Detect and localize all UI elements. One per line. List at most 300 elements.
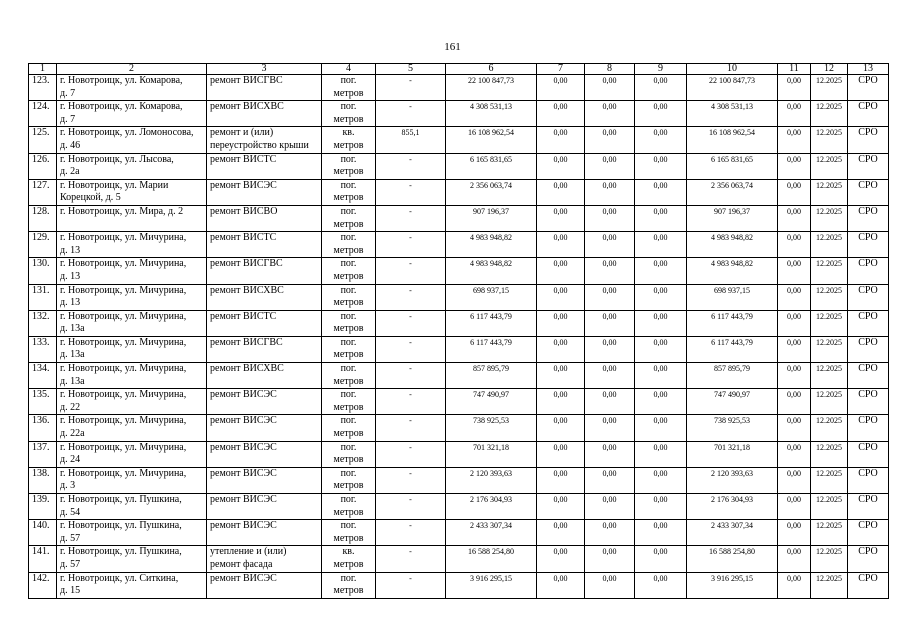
- value-cell-text: 0,00: [553, 102, 568, 112]
- address-cell-text: д. 46: [60, 139, 81, 151]
- work-type-cell: [207, 205, 322, 231]
- row-number: [29, 101, 57, 127]
- value-cell: [585, 179, 635, 205]
- total-cost-cell: [446, 153, 537, 179]
- value-cell-text: 0,00: [653, 259, 668, 269]
- address-cell: [57, 101, 207, 127]
- deadline-cell-text: 12.2025: [816, 206, 842, 216]
- table-row: [29, 310, 889, 336]
- table-row: [29, 284, 889, 310]
- total-cost-cell-text: 4 983 948,82: [470, 233, 512, 243]
- unit-cell-text: метров: [333, 166, 364, 178]
- deadline-cell: [811, 127, 848, 153]
- fund-cost-cell-text: 3 916 295,15: [711, 573, 753, 583]
- deadline-cell: [811, 494, 848, 520]
- method-cell: [848, 284, 889, 310]
- work-type-cell-text: ремонт ВИСТС: [210, 310, 277, 322]
- fund-cost-cell: [687, 389, 778, 415]
- unit-cell-text: метров: [333, 428, 364, 440]
- address-cell-text: г. Новотроицк, ул. Мичурина,: [60, 389, 187, 401]
- address-cell-text: г. Новотроицк, ул. Мичурина,: [60, 415, 187, 427]
- value-cell-text: 0,00: [553, 390, 568, 400]
- value-cell: [537, 520, 585, 546]
- row-number: [29, 572, 57, 598]
- work-type-cell-text: ремонт ВИСГВС: [210, 75, 283, 86]
- value-cell: [635, 310, 687, 336]
- unit-cell: [322, 572, 376, 598]
- address-cell-text: г. Новотроицк, ул. Мичурина,: [60, 258, 187, 270]
- total-cost-cell: [446, 310, 537, 336]
- method-cell: [848, 415, 889, 441]
- value-cell: [537, 101, 585, 127]
- col-header: 8: [585, 64, 635, 75]
- fund-cost-cell: [687, 415, 778, 441]
- work-type-cell: [207, 520, 322, 546]
- value-cell-text: 0,00: [653, 337, 668, 347]
- table-row: [29, 336, 889, 362]
- unit-cell-text: метров: [333, 270, 364, 282]
- method-cell-text: СРО: [858, 179, 878, 191]
- deadline-cell-text: 12.2025: [816, 547, 842, 557]
- area-cell-text: -: [409, 311, 412, 321]
- unit-cell-text: пог.: [340, 336, 357, 348]
- value-cell-text: 0,00: [602, 128, 617, 138]
- fund-cost-cell: [687, 205, 778, 231]
- area-cell-text: -: [409, 468, 412, 478]
- value-cell-text: 0,00: [787, 206, 801, 216]
- deadline-cell: [811, 389, 848, 415]
- total-cost-cell: [446, 205, 537, 231]
- address-cell: [57, 284, 207, 310]
- unit-cell: [322, 546, 376, 572]
- deadline-cell: [811, 572, 848, 598]
- fund-cost-cell: [687, 258, 778, 284]
- value-cell: [778, 467, 811, 493]
- value-cell-text: 0,00: [787, 416, 801, 426]
- address-cell-text: д. 13а: [60, 375, 85, 387]
- method-cell: [848, 205, 889, 231]
- address-cell-text: д. 13: [60, 270, 81, 282]
- value-cell: [585, 127, 635, 153]
- method-cell: [848, 258, 889, 284]
- method-cell: [848, 310, 889, 336]
- total-cost-cell-text: 738 925,53: [473, 416, 509, 426]
- address-cell-text: д. 57: [60, 532, 81, 544]
- fund-cost-cell: [687, 127, 778, 153]
- row-number: [29, 389, 57, 415]
- address-cell-text: д. 22: [60, 401, 81, 413]
- fund-cost-cell-text: 22 100 847,73: [709, 76, 755, 85]
- value-cell-text: 0,00: [787, 573, 801, 583]
- value-cell-text: 0,00: [553, 468, 568, 478]
- fund-cost-cell-text: 701 321,18: [714, 442, 750, 452]
- address-cell: [57, 258, 207, 284]
- row-number: [29, 205, 57, 231]
- area-cell-text: -: [409, 233, 412, 243]
- value-cell-text: 0,00: [602, 521, 617, 531]
- method-cell: [848, 572, 889, 598]
- area-cell: [376, 363, 446, 389]
- deadline-cell-text: 12.2025: [816, 285, 842, 295]
- area-cell-text: -: [409, 337, 412, 347]
- col-header: 9: [635, 64, 687, 75]
- value-cell-text: 0,00: [602, 442, 617, 452]
- fund-cost-cell: [687, 441, 778, 467]
- deadline-cell: [811, 336, 848, 362]
- method-cell: [848, 75, 889, 101]
- col-header: 5: [376, 64, 446, 75]
- row-number-text: 139.: [32, 494, 50, 505]
- value-cell: [778, 179, 811, 205]
- fund-cost-cell: [687, 363, 778, 389]
- deadline-cell: [811, 179, 848, 205]
- total-cost-cell: [446, 127, 537, 153]
- unit-cell: [322, 284, 376, 310]
- row-number: [29, 494, 57, 520]
- value-cell: [537, 232, 585, 258]
- value-cell-text: 0,00: [653, 573, 668, 583]
- method-cell-text: СРО: [858, 205, 878, 217]
- value-cell: [537, 415, 585, 441]
- area-cell: [376, 572, 446, 598]
- value-cell-text: 0,00: [602, 206, 617, 216]
- address-cell-text: г. Новотроицк, ул. Мичурина,: [60, 363, 187, 375]
- table-row: [29, 520, 889, 546]
- value-cell-text: 0,00: [602, 233, 617, 243]
- area-cell: [376, 441, 446, 467]
- value-cell-text: 0,00: [787, 364, 801, 374]
- area-cell-text: -: [409, 102, 412, 112]
- value-cell-text: 0,00: [787, 285, 801, 295]
- unit-cell-text: пог.: [340, 441, 357, 453]
- total-cost-cell: [446, 101, 537, 127]
- fund-cost-cell: [687, 75, 778, 101]
- value-cell-text: 0,00: [653, 442, 668, 452]
- deadline-cell-text: 12.2025: [816, 573, 842, 583]
- value-cell: [585, 258, 635, 284]
- unit-cell-text: метров: [333, 349, 364, 361]
- value-cell: [537, 441, 585, 467]
- total-cost-cell: [446, 546, 537, 572]
- value-cell: [778, 310, 811, 336]
- method-cell: [848, 127, 889, 153]
- table-row: [29, 258, 889, 284]
- total-cost-cell-text: 6 117 443,79: [470, 311, 512, 321]
- table-row: [29, 205, 889, 231]
- unit-cell: [322, 494, 376, 520]
- address-cell: [57, 232, 207, 258]
- address-cell: [57, 389, 207, 415]
- col-header: 7: [537, 64, 585, 75]
- address-cell-text: г. Новотроицк, ул. Лысова,: [60, 153, 174, 165]
- address-cell-text: д. 24: [60, 454, 81, 466]
- area-cell-text: -: [409, 154, 412, 164]
- address-cell-text: д. 3: [60, 480, 76, 492]
- total-cost-cell: [446, 336, 537, 362]
- total-cost-cell-text: 701 321,18: [473, 442, 509, 452]
- total-cost-cell-text: 6 117 443,79: [470, 337, 512, 347]
- address-cell: [57, 520, 207, 546]
- total-cost-cell-text: 2 356 063,74: [470, 180, 512, 190]
- fund-cost-cell-text: 2 433 307,34: [711, 521, 753, 531]
- total-cost-cell-text: 16 108 962,54: [468, 128, 514, 138]
- row-number: [29, 153, 57, 179]
- area-cell-text: -: [409, 259, 412, 269]
- work-type-cell-text: переустройство крыши: [210, 139, 309, 151]
- work-type-cell-text: ремонт ВИСХВС: [210, 101, 284, 113]
- address-cell-text: г. Новотроицк, ул. Мира, д. 2: [60, 205, 184, 217]
- total-cost-cell: [446, 258, 537, 284]
- deadline-cell-text: 12.2025: [816, 416, 842, 426]
- value-cell: [635, 494, 687, 520]
- deadline-cell-text: 12.2025: [816, 154, 842, 164]
- row-number: [29, 415, 57, 441]
- method-cell-text: СРО: [858, 232, 878, 244]
- deadline-cell: [811, 310, 848, 336]
- value-cell: [778, 572, 811, 598]
- fund-cost-cell: [687, 572, 778, 598]
- value-cell: [778, 101, 811, 127]
- row-number-text: 137.: [32, 441, 50, 453]
- value-cell-text: 0,00: [653, 416, 668, 426]
- value-cell: [778, 205, 811, 231]
- work-type-cell-text: ремонт ВИСЭС: [210, 389, 277, 401]
- address-cell: [57, 179, 207, 205]
- area-cell-text: 855,1: [401, 128, 420, 138]
- value-cell-text: 0,00: [787, 495, 801, 504]
- value-cell-text: 0,00: [602, 180, 617, 190]
- fund-cost-cell-text: 747 490,97: [714, 390, 750, 400]
- address-cell: [57, 415, 207, 441]
- table-row: [29, 232, 889, 258]
- row-number: [29, 441, 57, 467]
- deadline-cell: [811, 101, 848, 127]
- row-number-text: 133.: [32, 336, 50, 348]
- value-cell-text: 0,00: [602, 547, 617, 557]
- total-cost-cell: [446, 179, 537, 205]
- row-number: [29, 232, 57, 258]
- fund-cost-cell-text: 4 308 531,13: [711, 102, 753, 112]
- unit-cell: [322, 101, 376, 127]
- value-cell-text: 0,00: [653, 206, 668, 216]
- method-cell: [848, 179, 889, 205]
- unit-cell: [322, 179, 376, 205]
- total-cost-cell: [446, 284, 537, 310]
- unit-cell-text: пог.: [340, 389, 357, 401]
- deadline-cell-text: 12.2025: [816, 337, 842, 347]
- unit-cell: [322, 153, 376, 179]
- fund-cost-cell: [687, 520, 778, 546]
- total-cost-cell: [446, 75, 537, 101]
- area-cell-text: -: [409, 442, 412, 452]
- row-number: [29, 467, 57, 493]
- value-cell-text: 0,00: [787, 128, 801, 138]
- total-cost-cell: [446, 389, 537, 415]
- method-cell: [848, 441, 889, 467]
- value-cell: [778, 232, 811, 258]
- area-cell-text: -: [409, 495, 412, 504]
- address-cell-text: д. 15: [60, 585, 81, 597]
- value-cell-text: 0,00: [787, 154, 801, 164]
- value-cell: [537, 179, 585, 205]
- row-number-text: 142.: [32, 572, 50, 584]
- value-cell: [537, 467, 585, 493]
- col-header: 4: [322, 64, 376, 75]
- work-type-cell-text: ремонт ВИСЭС: [210, 415, 277, 427]
- unit-cell-text: пог.: [340, 101, 357, 113]
- work-type-cell-text: ремонт ВИСЭС: [210, 572, 277, 584]
- value-cell: [635, 127, 687, 153]
- value-cell-text: 0,00: [653, 311, 668, 321]
- value-cell-text: 0,00: [653, 154, 668, 164]
- row-number-text: 132.: [32, 310, 50, 322]
- table-row: [29, 467, 889, 493]
- deadline-cell: [811, 520, 848, 546]
- value-cell: [585, 415, 635, 441]
- deadline-cell-text: 12.2025: [816, 442, 842, 452]
- row-number: [29, 546, 57, 572]
- unit-cell-text: метров: [333, 323, 364, 335]
- row-number-text: 134.: [32, 363, 50, 375]
- value-cell: [537, 546, 585, 572]
- unit-cell-text: метров: [333, 454, 364, 466]
- column-number-header-row: [29, 64, 889, 75]
- value-cell-text: 0,00: [653, 547, 668, 557]
- value-cell: [585, 441, 635, 467]
- unit-cell-text: пог.: [340, 415, 357, 427]
- col-header: 2: [57, 64, 207, 75]
- value-cell: [585, 205, 635, 231]
- value-cell: [537, 205, 585, 231]
- method-cell: [848, 389, 889, 415]
- value-cell: [537, 389, 585, 415]
- row-number-text: 127.: [32, 179, 50, 191]
- value-cell: [537, 494, 585, 520]
- address-cell-text: г. Новотроицк, ул. Пушкина,: [60, 494, 182, 505]
- value-cell: [635, 441, 687, 467]
- address-cell-text: г. Новотроицк, ул. Ломоносова,: [60, 127, 194, 139]
- area-cell-text: -: [409, 547, 412, 557]
- work-type-cell-text: ремонт ВИСЭС: [210, 494, 277, 505]
- value-cell: [585, 467, 635, 493]
- value-cell: [635, 336, 687, 362]
- fund-cost-cell-text: 6 117 443,79: [711, 337, 753, 347]
- value-cell: [537, 336, 585, 362]
- address-cell: [57, 153, 207, 179]
- unit-cell: [322, 441, 376, 467]
- area-cell: [376, 258, 446, 284]
- value-cell: [537, 127, 585, 153]
- value-cell: [635, 284, 687, 310]
- unit-cell-text: метров: [333, 139, 364, 151]
- total-cost-cell: [446, 441, 537, 467]
- address-cell-text: г. Новотроицк, ул. Мичурина,: [60, 441, 187, 453]
- row-number: [29, 363, 57, 389]
- table-row: [29, 75, 889, 101]
- value-cell-text: 0,00: [653, 128, 668, 138]
- address-cell-text: д. 54: [60, 506, 81, 518]
- work-type-cell-text: ремонт ВИСВО: [210, 205, 278, 217]
- work-type-cell: [207, 310, 322, 336]
- unit-cell: [322, 520, 376, 546]
- method-cell: [848, 153, 889, 179]
- unit-cell-text: пог.: [340, 205, 357, 217]
- deadline-cell: [811, 75, 848, 101]
- value-cell-text: 0,00: [553, 259, 568, 269]
- work-type-cell-text: ремонт ВИСЭС: [210, 520, 277, 532]
- unit-cell-text: пог.: [340, 75, 357, 86]
- value-cell: [778, 127, 811, 153]
- fund-cost-cell: [687, 153, 778, 179]
- row-number: [29, 258, 57, 284]
- value-cell-text: 0,00: [787, 547, 801, 557]
- value-cell: [635, 75, 687, 101]
- deadline-cell: [811, 467, 848, 493]
- value-cell: [635, 205, 687, 231]
- table-row: [29, 441, 889, 467]
- value-cell: [778, 336, 811, 362]
- area-cell: [376, 467, 446, 493]
- value-cell: [635, 572, 687, 598]
- deadline-cell-text: 12.2025: [816, 259, 842, 269]
- address-cell-text: д. 13а: [60, 349, 85, 361]
- value-cell: [778, 75, 811, 101]
- value-cell: [585, 101, 635, 127]
- page-number: 161: [444, 41, 461, 53]
- value-cell-text: 0,00: [787, 442, 801, 452]
- total-cost-cell-text: 747 490,97: [473, 390, 509, 400]
- value-cell-text: 0,00: [787, 102, 801, 112]
- work-type-cell-text: ремонт ВИСХВС: [210, 284, 284, 296]
- unit-cell-text: метров: [333, 532, 364, 544]
- deadline-cell-text: 12.2025: [816, 390, 842, 400]
- work-type-cell: [207, 153, 322, 179]
- value-cell: [778, 389, 811, 415]
- unit-cell: [322, 310, 376, 336]
- row-number: [29, 179, 57, 205]
- row-number-text: 126.: [32, 153, 50, 165]
- work-type-cell: [207, 258, 322, 284]
- col-header: 6: [446, 64, 537, 75]
- method-cell-text: СРО: [858, 101, 878, 113]
- deadline-cell-text: 12.2025: [816, 521, 842, 531]
- value-cell-text: 0,00: [787, 390, 801, 400]
- unit-cell-text: кв.: [342, 127, 355, 139]
- value-cell-text: 0,00: [787, 337, 801, 347]
- area-cell-text: -: [409, 390, 412, 400]
- work-type-cell-text: ремонт фасада: [210, 558, 273, 570]
- deadline-cell-text: 12.2025: [816, 102, 842, 112]
- address-cell: [57, 363, 207, 389]
- col-header: 3: [207, 64, 322, 75]
- area-cell: [376, 205, 446, 231]
- value-cell: [585, 520, 635, 546]
- deadline-cell: [811, 415, 848, 441]
- unit-cell-text: пог.: [340, 258, 357, 270]
- deadline-cell: [811, 153, 848, 179]
- method-cell: [848, 363, 889, 389]
- method-cell-text: СРО: [858, 441, 878, 453]
- address-cell-text: д. 57: [60, 558, 81, 570]
- work-type-cell: [207, 336, 322, 362]
- value-cell-text: 0,00: [553, 76, 568, 85]
- method-cell: [848, 546, 889, 572]
- area-cell: [376, 75, 446, 101]
- fund-cost-cell: [687, 546, 778, 572]
- table-row: [29, 101, 889, 127]
- deadline-cell: [811, 441, 848, 467]
- unit-cell-text: метров: [333, 375, 364, 387]
